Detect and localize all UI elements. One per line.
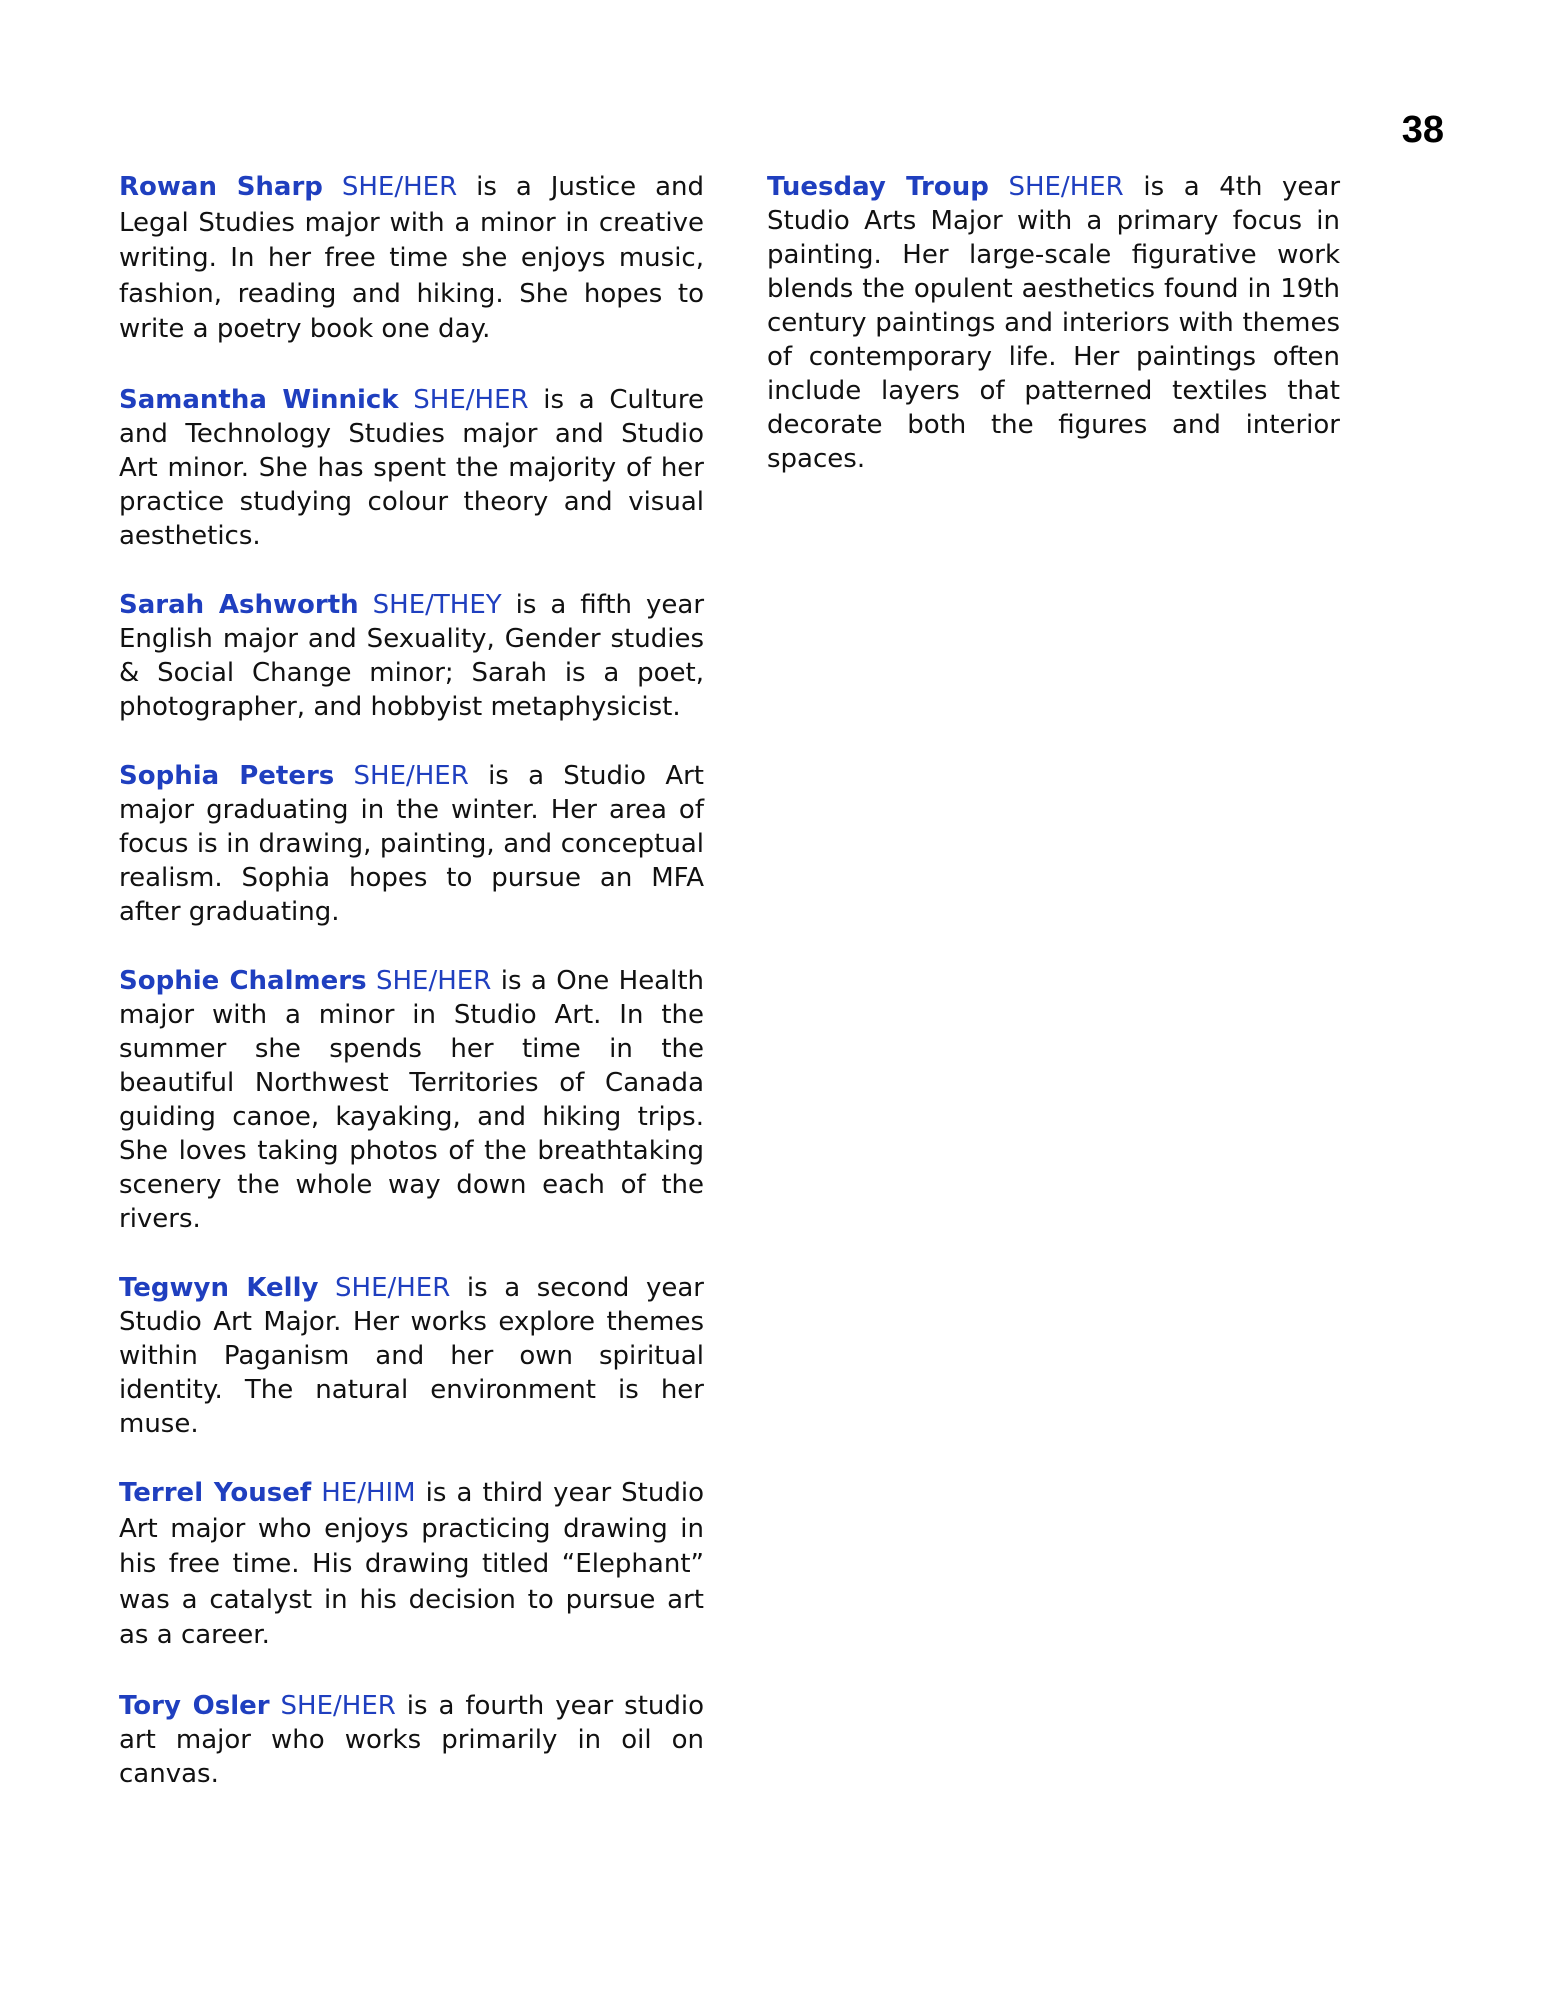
bio-name: Tegwyn Kelly — [119, 1272, 319, 1303]
bio-rowan-sharp — [119, 170, 704, 348]
bio-name: Tory Osler — [119, 1690, 270, 1721]
bio-sarah-ashworth — [119, 588, 704, 724]
bio-pronouns: SHE/THEY — [372, 589, 502, 620]
bio-text: is a 4th year Studio Arts Major with a primary focus in painting. Her large-scale figurative work blends the opulent aesthetics found in 19th century paintings and interiors with themes of contemporary life. Her paintings often include layers of patterned textiles that decorate both the figures and interior spaces. — [767, 172, 1341, 474]
bio-name: Sarah Ashworth — [119, 589, 359, 620]
bio-name: Terrel Yousef — [119, 1477, 312, 1508]
bio-sophie-chalmers — [119, 964, 704, 1236]
bio-text: is a fourth year studio art major who works primarily in oil on canvas. — [119, 1690, 705, 1789]
bio-pronouns: SHE/HER — [375, 965, 492, 996]
bio-sophia-peters — [119, 759, 704, 929]
bio-name: Sophia Peters — [119, 760, 335, 791]
bio-name: Sophie Chalmers — [119, 965, 367, 996]
bio-text: is a third year Studio Art major who enjoys practicing drawing in his free time. His drawing titled “Elephant” was a catalyst in his decision to pursue art as a career. — [119, 1477, 704, 1651]
right-column — [767, 170, 1340, 511]
left-column — [119, 170, 704, 1826]
bio-text: is a Justice and Legal Studies major with a minor in creative writing. In her free time she enjoys music, fashion, reading and hiking. She hopes to write a poetry book one day. — [119, 172, 704, 345]
bio-text: is a Culture and Technology Studies major and Studio Art minor. She has spent the majority of her practice studying colour theory and visual aesthetics. — [119, 384, 704, 551]
bio-pronouns: SHE/HER — [1008, 172, 1124, 202]
page-number: 38 — [1401, 109, 1444, 151]
bio-tuesday-troup — [767, 170, 1340, 476]
bio-name: Samantha Winnick — [119, 384, 399, 415]
bio-text: is a Studio Art major graduating in the winter. Her area of focus is in drawing, painting, and conceptual realism. Sophia hopes to pursue an MFA after graduating. — [119, 760, 704, 927]
bio-name: Tuesday Troup — [767, 172, 989, 202]
bio-text: is a fifth year English major and Sexuality, Gender studies & Social Change minor; Sarah is a poet, photographer, and hobbyist metaphysicist. — [119, 589, 705, 722]
bio-samantha-winnick — [119, 383, 704, 553]
bio-pronouns: SHE/HER — [353, 760, 469, 791]
bio-name: Rowan Sharp — [119, 172, 323, 202]
bio-pronouns: SHE/HER — [280, 1690, 396, 1721]
bio-pronouns: SHE/HER — [341, 172, 458, 202]
bio-tory-osler — [119, 1689, 704, 1791]
bio-text: is a One Health major with a minor in Studio Art. In the summer she spends her time in the beautiful Northwest Territories of Canada guiding canoe, kayaking, and hiking trips. She loves taking photos of the breathtaking scenery the whole way down each of the rivers. — [119, 965, 705, 1234]
bio-pronouns: SHE/HER — [335, 1272, 451, 1303]
bio-pronouns: HE/HIM — [321, 1477, 416, 1508]
bio-pronouns: SHE/HER — [413, 384, 529, 415]
bio-terrel-yousef — [119, 1476, 704, 1654]
bio-text: is a second year Studio Art Major. Her works explore themes within Paganism and her own spiritual identity. The natural environment is her muse. — [119, 1272, 704, 1439]
bio-tegwyn-kelly — [119, 1271, 704, 1441]
